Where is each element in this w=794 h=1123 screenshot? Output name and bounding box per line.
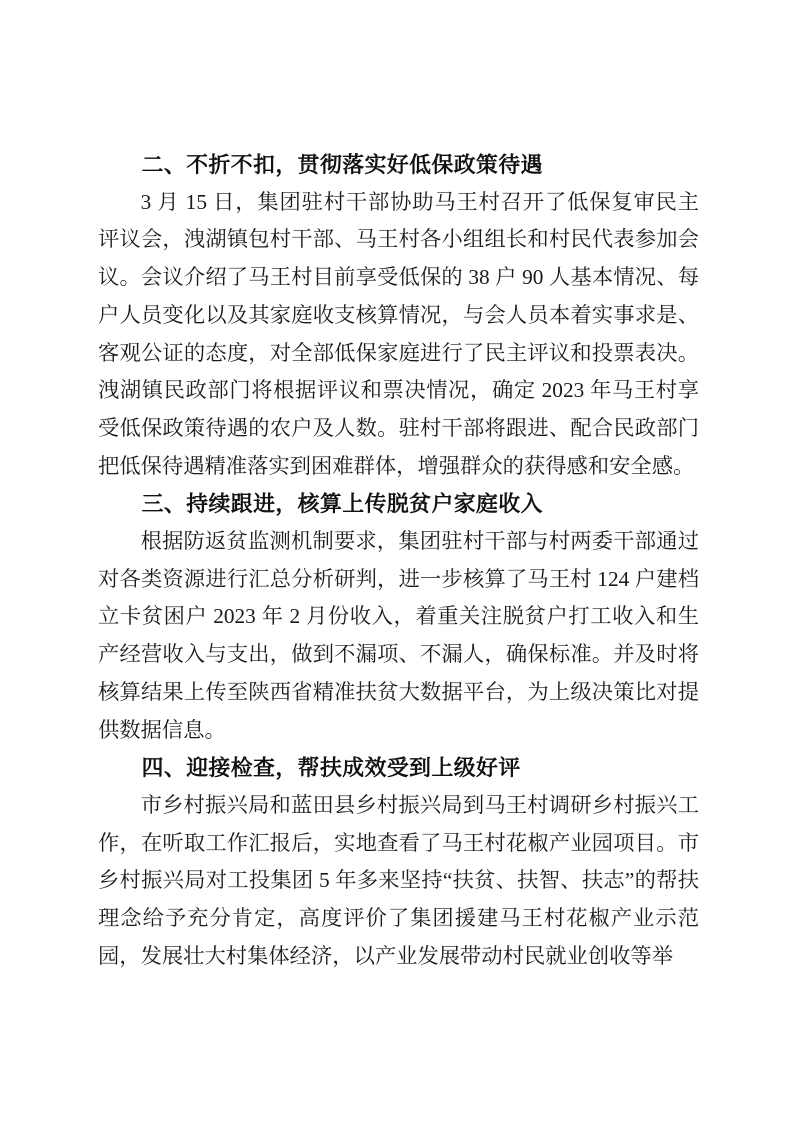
section-heading: 四、迎接检查，帮扶成效受到上级好评 [141,755,521,781]
body-paragraph: 3 月 15 日，集团驻村干部协助马王村召开了低保复审民主评议会，洩湖镇包村干部、马王村各小组组长和村民代表参加会议。会议介绍了马王村目前享受低保的 38 户 90 人基本情况、每户人员变化以及其家庭收支核算情况，与会人员本着实事求是、客观公证的态度，对全部低保家庭进行了民主评议和投票表决。洩湖镇民政部门将根据评议和票决情况，确定 2023 年马王村享受低保政策待遇的农户及人数。驻村干部将跟进、配合民政部门把低保待遇精准落实到困难群体，增强群众的获得感和安全感。 [98,189,699,478]
page-content [98,146,699,975]
section-heading: 二、不折不扣，贯彻落实好低保政策待遇 [141,152,543,177]
body-paragraph: 市乡村振兴局和蓝田县乡村振兴局到马王村调研乡村振兴工作，在听取工作汇报后，实地查看了马王村花椒产业园项目。市乡村振兴局对工投集团 5 年多来坚持“扶贫、扶智、扶志”的帮扶理念给予充分肯定，高度评价了集团援建马王村花椒产业示范园，发展壮大村集体经济，以产业发展带动村民就业创收等举 [98,792,699,968]
body-paragraph: 根据防返贫监测机制要求，集团驻村干部与村两委干部通过对各类资源进行汇总分析研判，进一步核算了马王村 124 户建档立卡贫困户 2023 年 2 月份收入，着重关注脱贫户打工收入和生产经营收入与支出，做到不漏项、不漏人，确保标准。并及时将核算结果上传至陕西省精准扶贫大数据平台，为上级决策比对提供数据信息。 [98,529,699,742]
section-heading: 三、持续跟进，核算上传脱贫户家庭收入 [141,491,543,517]
